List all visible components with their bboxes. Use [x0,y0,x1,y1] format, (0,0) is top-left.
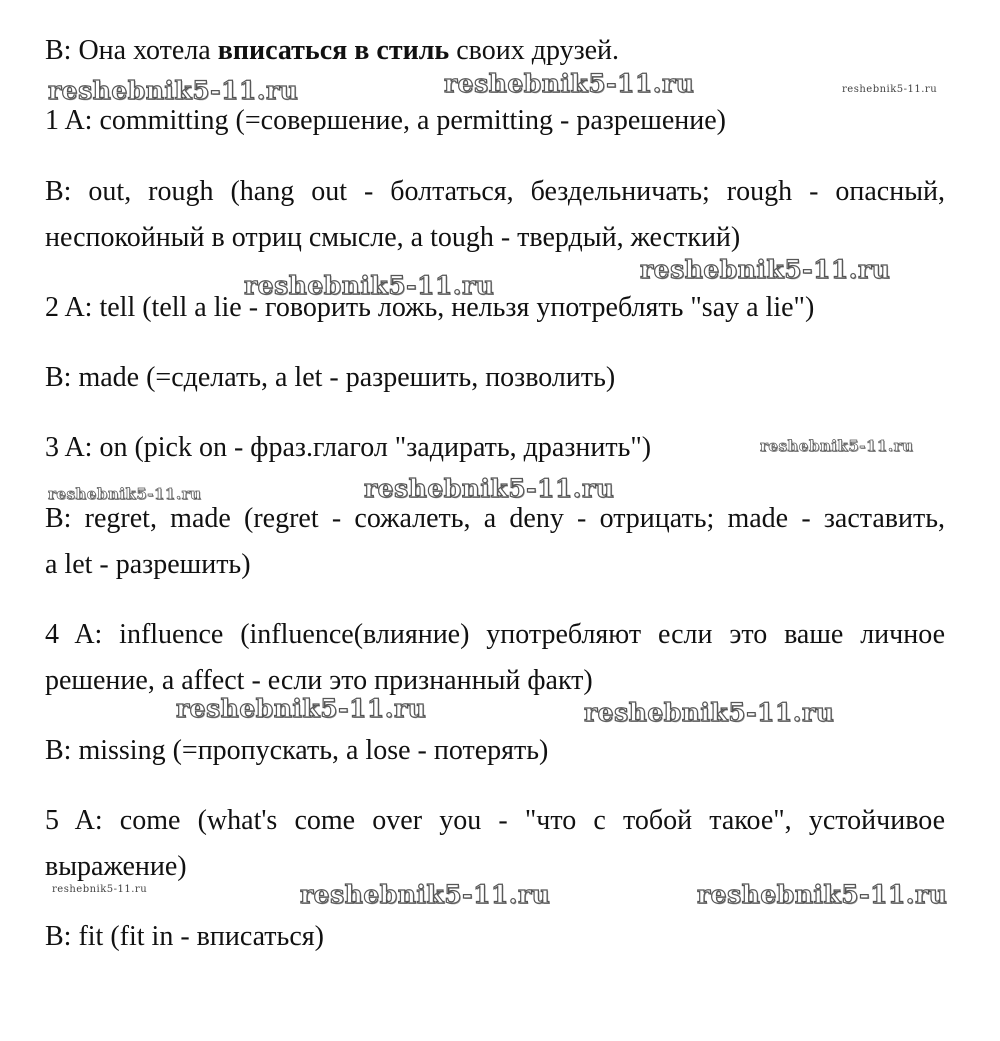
answer-line-2b: B: made (=сделать, а let - разрешить, позволить) [45,362,616,393]
intro-bold-phrase: вписаться в стиль [217,35,450,66]
watermark: reshebnik5-11.ru [842,84,938,95]
watermark: reshebnik5-11.ru [244,271,495,300]
watermark: reshebnik5-11.ru [584,698,835,727]
watermark: reshebnik5-11.ru [640,255,891,284]
watermark: reshebnik5-11.ru [760,437,914,455]
answer-line-5b: B: fit (fit in - вписаться) [45,921,324,952]
watermark: reshebnik5-11.ru [176,694,427,723]
watermark: reshebnik5-11.ru [444,69,695,98]
watermark: reshebnik5-11.ru [364,474,615,503]
answer-line-2a: 2 A: tell (tell a lie - говорить ложь, нельзя употреблять "say a lie") [45,292,815,323]
watermark: reshebnik5-11.ru [300,880,551,909]
answer-line-5a: 5 A: come (what's come over you - "что с тобой такое", устойчивое [45,805,945,836]
intro-text: B: Она хотела [45,35,218,66]
answer-line-1b-cont: неспокойный в отриц смысле, а tough - твердый, жесткий) [45,222,741,253]
answer-line-4b: B: missing (=пропускать, а lose - потерять) [45,735,549,766]
answer-line-3a: 3 A: on (pick on - фраз.глагол "задирать, дразнить") [45,432,652,463]
intro-text-end: своих друзей. [449,35,620,66]
watermark: reshebnik5-11.ru [52,884,148,895]
answer-line-3b-cont: а let - разрешить) [45,549,251,580]
watermark: reshebnik5-11.ru [48,76,299,105]
watermark: reshebnik5-11.ru [697,880,948,909]
answer-line-4a: 4 A: influence (influence(влияние) употребляют если это ваше личное [45,619,945,650]
answer-line-1a: 1 A: committing (=совершение, а permitting - разрешение) [45,105,726,136]
answer-line-intro [45,34,945,68]
answer-line-1b: B: out, rough (hang out - болтаться, бездельничать; rough - опасный, [45,176,945,207]
answer-line-3b: B: regret, made (regret - сожалеть, а deny - отрицать; made - заставить, [45,503,945,534]
answer-line-4a-cont: решение, а affect - если это признанный факт) [45,665,593,696]
watermark: reshebnik5-11.ru [48,485,202,503]
answer-line-5a-cont: выражение) [45,851,187,882]
